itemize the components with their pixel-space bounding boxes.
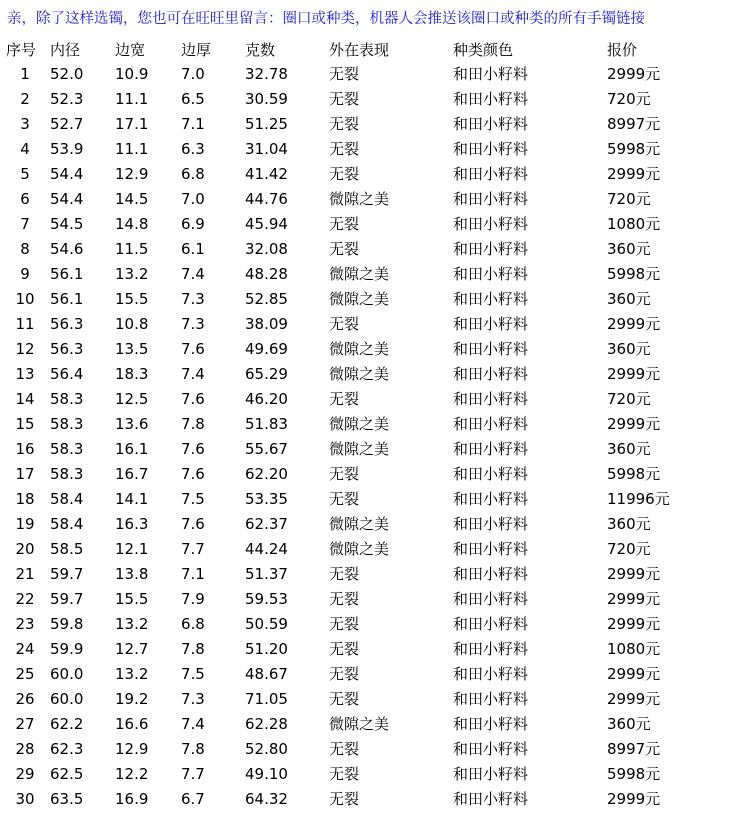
cell-price: 2999元 xyxy=(607,590,661,608)
table-row xyxy=(0,787,747,812)
cell-index: 18 xyxy=(15,490,35,508)
cell-inner-diameter: 56.3 xyxy=(50,315,84,333)
cell-weight: 49.10 xyxy=(245,765,288,783)
cell-width: 13.2 xyxy=(115,615,149,633)
cell-appearance: 微隙之美 xyxy=(329,540,390,558)
cell-inner-diameter: 62.3 xyxy=(50,740,84,758)
header-index: 序号 xyxy=(6,41,37,59)
cell-type-color: 和田小籽料 xyxy=(453,790,529,808)
cell-inner-diameter: 56.3 xyxy=(50,340,84,358)
cell-index: 26 xyxy=(15,690,35,708)
cell-thickness: 7.0 xyxy=(181,190,205,208)
cell-price: 2999元 xyxy=(607,565,661,583)
cell-weight: 38.09 xyxy=(245,315,288,333)
cell-inner-diameter: 59.7 xyxy=(50,565,84,583)
cell-weight: 48.67 xyxy=(245,665,288,683)
cell-width: 10.8 xyxy=(115,315,149,333)
cell-weight: 64.32 xyxy=(245,790,288,808)
cell-thickness: 7.7 xyxy=(181,540,205,558)
table-row xyxy=(0,237,747,262)
table-row xyxy=(0,62,747,87)
cell-weight: 62.28 xyxy=(245,715,288,733)
table-row xyxy=(0,112,747,137)
table-row xyxy=(0,337,747,362)
cell-price: 360元 xyxy=(607,440,651,458)
cell-appearance: 无裂 xyxy=(329,165,360,183)
cell-width: 12.9 xyxy=(115,740,149,758)
header-width: 边宽 xyxy=(115,41,146,59)
cell-weight: 53.35 xyxy=(245,490,288,508)
cell-thickness: 7.5 xyxy=(181,665,205,683)
cell-inner-diameter: 56.1 xyxy=(50,290,84,308)
cell-type-color: 和田小籽料 xyxy=(453,315,529,333)
cell-index: 10 xyxy=(15,290,35,308)
cell-weight: 65.29 xyxy=(245,365,288,383)
cell-width: 12.2 xyxy=(115,765,149,783)
cell-index: 28 xyxy=(15,740,35,758)
cell-price: 2999元 xyxy=(607,165,661,183)
cell-width: 11.5 xyxy=(115,240,149,258)
cell-weight: 51.25 xyxy=(245,115,288,133)
notice-text: 亲，除了这样选镯，您也可在旺旺里留言：圈口或种类，机器人会推送该圈口或种类的所有手镯链接 xyxy=(7,11,645,27)
cell-appearance: 无裂 xyxy=(329,90,360,108)
cell-type-color: 和田小籽料 xyxy=(453,590,529,608)
cell-index: 1 xyxy=(20,65,30,83)
cell-appearance: 无裂 xyxy=(329,765,360,783)
cell-price: 2999元 xyxy=(607,665,661,683)
cell-inner-diameter: 62.5 xyxy=(50,765,84,783)
cell-weight: 48.28 xyxy=(245,265,288,283)
cell-width: 17.1 xyxy=(115,115,149,133)
cell-thickness: 7.8 xyxy=(181,740,205,758)
cell-appearance: 无裂 xyxy=(329,740,360,758)
cell-index: 19 xyxy=(15,515,35,533)
table-row xyxy=(0,212,747,237)
cell-appearance: 无裂 xyxy=(329,615,360,633)
cell-appearance: 无裂 xyxy=(329,665,360,683)
cell-width: 13.8 xyxy=(115,565,149,583)
cell-index: 8 xyxy=(20,240,30,258)
cell-inner-diameter: 60.0 xyxy=(50,665,84,683)
cell-index: 17 xyxy=(15,465,35,483)
cell-weight: 62.20 xyxy=(245,465,288,483)
cell-index: 13 xyxy=(15,365,35,383)
cell-price: 8997元 xyxy=(607,115,661,133)
cell-price: 360元 xyxy=(607,290,651,308)
cell-type-color: 和田小籽料 xyxy=(453,215,529,233)
cell-width: 18.3 xyxy=(115,365,149,383)
cell-thickness: 7.6 xyxy=(181,515,205,533)
table-row xyxy=(0,562,747,587)
cell-width: 13.6 xyxy=(115,415,149,433)
cell-appearance: 微隙之美 xyxy=(329,340,390,358)
cell-thickness: 7.8 xyxy=(181,415,205,433)
cell-type-color: 和田小籽料 xyxy=(453,640,529,658)
cell-index: 15 xyxy=(15,415,35,433)
cell-appearance: 无裂 xyxy=(329,240,360,258)
cell-inner-diameter: 54.4 xyxy=(50,190,84,208)
cell-appearance: 微隙之美 xyxy=(329,190,390,208)
cell-appearance: 微隙之美 xyxy=(329,440,390,458)
cell-appearance: 微隙之美 xyxy=(329,265,390,283)
cell-thickness: 7.3 xyxy=(181,290,205,308)
cell-width: 16.3 xyxy=(115,515,149,533)
cell-width: 16.1 xyxy=(115,440,149,458)
cell-weight: 30.59 xyxy=(245,90,288,108)
cell-type-color: 和田小籽料 xyxy=(453,490,529,508)
cell-type-color: 和田小籽料 xyxy=(453,365,529,383)
cell-index: 25 xyxy=(15,665,35,683)
cell-inner-diameter: 59.9 xyxy=(50,640,84,658)
cell-appearance: 无裂 xyxy=(329,140,360,158)
cell-weight: 46.20 xyxy=(245,390,288,408)
cell-inner-diameter: 52.3 xyxy=(50,90,84,108)
table-row xyxy=(0,637,747,662)
cell-type-color: 和田小籽料 xyxy=(453,465,529,483)
cell-index: 21 xyxy=(15,565,35,583)
cell-thickness: 7.4 xyxy=(181,715,205,733)
cell-thickness: 7.4 xyxy=(181,365,205,383)
cell-thickness: 7.3 xyxy=(181,315,205,333)
table-body xyxy=(0,62,747,812)
table-row xyxy=(0,362,747,387)
cell-index: 7 xyxy=(20,215,30,233)
cell-inner-diameter: 58.3 xyxy=(50,465,84,483)
cell-thickness: 7.3 xyxy=(181,690,205,708)
cell-inner-diameter: 54.5 xyxy=(50,215,84,233)
table-row xyxy=(0,537,747,562)
cell-weight: 32.78 xyxy=(245,65,288,83)
cell-weight: 62.37 xyxy=(245,515,288,533)
cell-price: 360元 xyxy=(607,340,651,358)
cell-type-color: 和田小籽料 xyxy=(453,440,529,458)
cell-price: 1080元 xyxy=(607,640,661,658)
cell-thickness: 6.8 xyxy=(181,165,205,183)
cell-index: 30 xyxy=(15,790,35,808)
header-type-color: 种类颜色 xyxy=(453,41,514,59)
cell-index: 11 xyxy=(15,315,35,333)
cell-weight: 52.85 xyxy=(245,290,288,308)
cell-type-color: 和田小籽料 xyxy=(453,90,529,108)
cell-thickness: 7.1 xyxy=(181,115,205,133)
cell-appearance: 微隙之美 xyxy=(329,715,390,733)
cell-price: 720元 xyxy=(607,540,651,558)
cell-price: 2999元 xyxy=(607,365,661,383)
cell-appearance: 无裂 xyxy=(329,490,360,508)
cell-appearance: 微隙之美 xyxy=(329,515,390,533)
cell-thickness: 7.6 xyxy=(181,340,205,358)
cell-width: 12.9 xyxy=(115,165,149,183)
cell-price: 360元 xyxy=(607,715,651,733)
cell-type-color: 和田小籽料 xyxy=(453,390,529,408)
cell-inner-diameter: 56.1 xyxy=(50,265,84,283)
table-row xyxy=(0,312,747,337)
cell-width: 13.2 xyxy=(115,265,149,283)
cell-inner-diameter: 54.4 xyxy=(50,165,84,183)
cell-type-color: 和田小籽料 xyxy=(453,540,529,558)
cell-thickness: 6.1 xyxy=(181,240,205,258)
cell-appearance: 无裂 xyxy=(329,65,360,83)
table-row xyxy=(0,762,747,787)
cell-weight: 59.53 xyxy=(245,590,288,608)
cell-index: 2 xyxy=(20,90,30,108)
cell-type-color: 和田小籽料 xyxy=(453,740,529,758)
cell-appearance: 无裂 xyxy=(329,115,360,133)
cell-thickness: 6.3 xyxy=(181,140,205,158)
cell-thickness: 7.6 xyxy=(181,465,205,483)
table-row xyxy=(0,712,747,737)
cell-index: 12 xyxy=(15,340,35,358)
cell-index: 27 xyxy=(15,715,35,733)
cell-weight: 44.24 xyxy=(245,540,288,558)
table-row xyxy=(0,137,747,162)
cell-inner-diameter: 58.4 xyxy=(50,490,84,508)
table-row xyxy=(0,512,747,537)
cell-thickness: 6.9 xyxy=(181,215,205,233)
cell-weight: 51.83 xyxy=(245,415,288,433)
cell-thickness: 7.6 xyxy=(181,440,205,458)
cell-type-color: 和田小籽料 xyxy=(453,415,529,433)
cell-appearance: 无裂 xyxy=(329,565,360,583)
table-row xyxy=(0,462,747,487)
cell-price: 360元 xyxy=(607,515,651,533)
table-row xyxy=(0,487,747,512)
cell-price: 5998元 xyxy=(607,765,661,783)
cell-price: 720元 xyxy=(607,90,651,108)
cell-weight: 49.69 xyxy=(245,340,288,358)
cell-inner-diameter: 63.5 xyxy=(50,790,84,808)
cell-width: 16.6 xyxy=(115,715,149,733)
table-row xyxy=(0,587,747,612)
cell-appearance: 无裂 xyxy=(329,690,360,708)
cell-width: 19.2 xyxy=(115,690,149,708)
cell-width: 13.5 xyxy=(115,340,149,358)
cell-width: 14.5 xyxy=(115,190,149,208)
cell-inner-diameter: 58.3 xyxy=(50,440,84,458)
cell-price: 5998元 xyxy=(607,140,661,158)
cell-type-color: 和田小籽料 xyxy=(453,615,529,633)
cell-weight: 71.05 xyxy=(245,690,288,708)
cell-index: 4 xyxy=(20,140,30,158)
cell-index: 5 xyxy=(20,165,30,183)
cell-type-color: 和田小籽料 xyxy=(453,65,529,83)
bangle-table xyxy=(0,38,747,812)
cell-width: 12.5 xyxy=(115,390,149,408)
cell-index: 6 xyxy=(20,190,30,208)
cell-inner-diameter: 52.0 xyxy=(50,65,84,83)
cell-weight: 55.67 xyxy=(245,440,288,458)
table-row xyxy=(0,287,747,312)
cell-inner-diameter: 52.7 xyxy=(50,115,84,133)
cell-width: 10.9 xyxy=(115,65,149,83)
cell-type-color: 和田小籽料 xyxy=(453,290,529,308)
cell-type-color: 和田小籽料 xyxy=(453,190,529,208)
cell-price: 360元 xyxy=(607,240,651,258)
cell-price: 2999元 xyxy=(607,65,661,83)
table-row xyxy=(0,737,747,762)
cell-weight: 45.94 xyxy=(245,215,288,233)
cell-appearance: 微隙之美 xyxy=(329,290,390,308)
cell-appearance: 微隙之美 xyxy=(329,415,390,433)
cell-inner-diameter: 58.4 xyxy=(50,515,84,533)
table-header-row xyxy=(0,38,747,62)
header-thickness: 边厚 xyxy=(181,41,212,59)
cell-type-color: 和田小籽料 xyxy=(453,115,529,133)
cell-weight: 31.04 xyxy=(245,140,288,158)
cell-weight: 41.42 xyxy=(245,165,288,183)
cell-thickness: 7.9 xyxy=(181,590,205,608)
cell-index: 9 xyxy=(20,265,30,283)
cell-type-color: 和田小籽料 xyxy=(453,165,529,183)
cell-index: 22 xyxy=(15,590,35,608)
cell-price: 720元 xyxy=(607,190,651,208)
cell-inner-diameter: 58.3 xyxy=(50,415,84,433)
table-row xyxy=(0,262,747,287)
table-row xyxy=(0,687,747,712)
cell-width: 16.9 xyxy=(115,790,149,808)
cell-type-color: 和田小籽料 xyxy=(453,715,529,733)
table-row xyxy=(0,412,747,437)
cell-index: 23 xyxy=(15,615,35,633)
header-inner-diameter: 内径 xyxy=(50,41,81,59)
cell-type-color: 和田小籽料 xyxy=(453,565,529,583)
cell-type-color: 和田小籽料 xyxy=(453,140,529,158)
cell-width: 13.2 xyxy=(115,665,149,683)
cell-price: 2999元 xyxy=(607,315,661,333)
cell-thickness: 7.0 xyxy=(181,65,205,83)
cell-inner-diameter: 60.0 xyxy=(50,690,84,708)
cell-thickness: 6.7 xyxy=(181,790,205,808)
table-row xyxy=(0,612,747,637)
cell-weight: 50.59 xyxy=(245,615,288,633)
cell-thickness: 7.5 xyxy=(181,490,205,508)
table-row xyxy=(0,162,747,187)
cell-thickness: 7.1 xyxy=(181,565,205,583)
cell-price: 11996元 xyxy=(607,490,670,508)
table-row xyxy=(0,437,747,462)
cell-price: 720元 xyxy=(607,390,651,408)
cell-inner-diameter: 58.3 xyxy=(50,390,84,408)
cell-weight: 51.37 xyxy=(245,565,288,583)
cell-thickness: 6.8 xyxy=(181,615,205,633)
cell-width: 16.7 xyxy=(115,465,149,483)
cell-appearance: 无裂 xyxy=(329,790,360,808)
cell-price: 2999元 xyxy=(607,790,661,808)
cell-appearance: 无裂 xyxy=(329,215,360,233)
cell-width: 15.5 xyxy=(115,290,149,308)
cell-thickness: 7.6 xyxy=(181,390,205,408)
cell-index: 16 xyxy=(15,440,35,458)
table-row xyxy=(0,87,747,112)
cell-price: 1080元 xyxy=(607,215,661,233)
cell-type-color: 和田小籽料 xyxy=(453,515,529,533)
cell-width: 11.1 xyxy=(115,90,149,108)
cell-index: 24 xyxy=(15,640,35,658)
cell-appearance: 无裂 xyxy=(329,590,360,608)
cell-index: 29 xyxy=(15,765,35,783)
cell-inner-diameter: 58.5 xyxy=(50,540,84,558)
cell-inner-diameter: 56.4 xyxy=(50,365,84,383)
cell-thickness: 6.5 xyxy=(181,90,205,108)
cell-inner-diameter: 53.9 xyxy=(50,140,84,158)
cell-index: 20 xyxy=(15,540,35,558)
cell-type-color: 和田小籽料 xyxy=(453,765,529,783)
table-row xyxy=(0,187,747,212)
cell-appearance: 无裂 xyxy=(329,640,360,658)
cell-price: 2999元 xyxy=(607,615,661,633)
cell-type-color: 和田小籽料 xyxy=(453,690,529,708)
table-row xyxy=(0,387,747,412)
cell-weight: 32.08 xyxy=(245,240,288,258)
cell-width: 15.5 xyxy=(115,590,149,608)
cell-price: 2999元 xyxy=(607,415,661,433)
cell-weight: 44.76 xyxy=(245,190,288,208)
cell-price: 8997元 xyxy=(607,740,661,758)
cell-type-color: 和田小籽料 xyxy=(453,665,529,683)
cell-width: 12.1 xyxy=(115,540,149,558)
cell-appearance: 无裂 xyxy=(329,315,360,333)
cell-inner-diameter: 54.6 xyxy=(50,240,84,258)
cell-weight: 52.80 xyxy=(245,740,288,758)
cell-type-color: 和田小籽料 xyxy=(453,340,529,358)
cell-price: 5998元 xyxy=(607,265,661,283)
cell-type-color: 和田小籽料 xyxy=(453,240,529,258)
cell-appearance: 微隙之美 xyxy=(329,365,390,383)
cell-price: 2999元 xyxy=(607,690,661,708)
cell-type-color: 和田小籽料 xyxy=(453,265,529,283)
cell-inner-diameter: 62.2 xyxy=(50,715,84,733)
cell-width: 14.8 xyxy=(115,215,149,233)
header-price: 报价 xyxy=(607,41,638,59)
cell-thickness: 7.4 xyxy=(181,265,205,283)
cell-inner-diameter: 59.7 xyxy=(50,590,84,608)
header-weight: 克数 xyxy=(245,41,276,59)
header-appearance: 外在表现 xyxy=(329,41,390,59)
cell-inner-diameter: 59.8 xyxy=(50,615,84,633)
cell-thickness: 7.7 xyxy=(181,765,205,783)
cell-width: 11.1 xyxy=(115,140,149,158)
cell-width: 12.7 xyxy=(115,640,149,658)
cell-thickness: 7.8 xyxy=(181,640,205,658)
cell-index: 3 xyxy=(20,115,30,133)
cell-weight: 51.20 xyxy=(245,640,288,658)
cell-appearance: 无裂 xyxy=(329,390,360,408)
cell-index: 14 xyxy=(15,390,35,408)
table-row xyxy=(0,662,747,687)
cell-width: 14.1 xyxy=(115,490,149,508)
cell-price: 5998元 xyxy=(607,465,661,483)
cell-appearance: 无裂 xyxy=(329,465,360,483)
